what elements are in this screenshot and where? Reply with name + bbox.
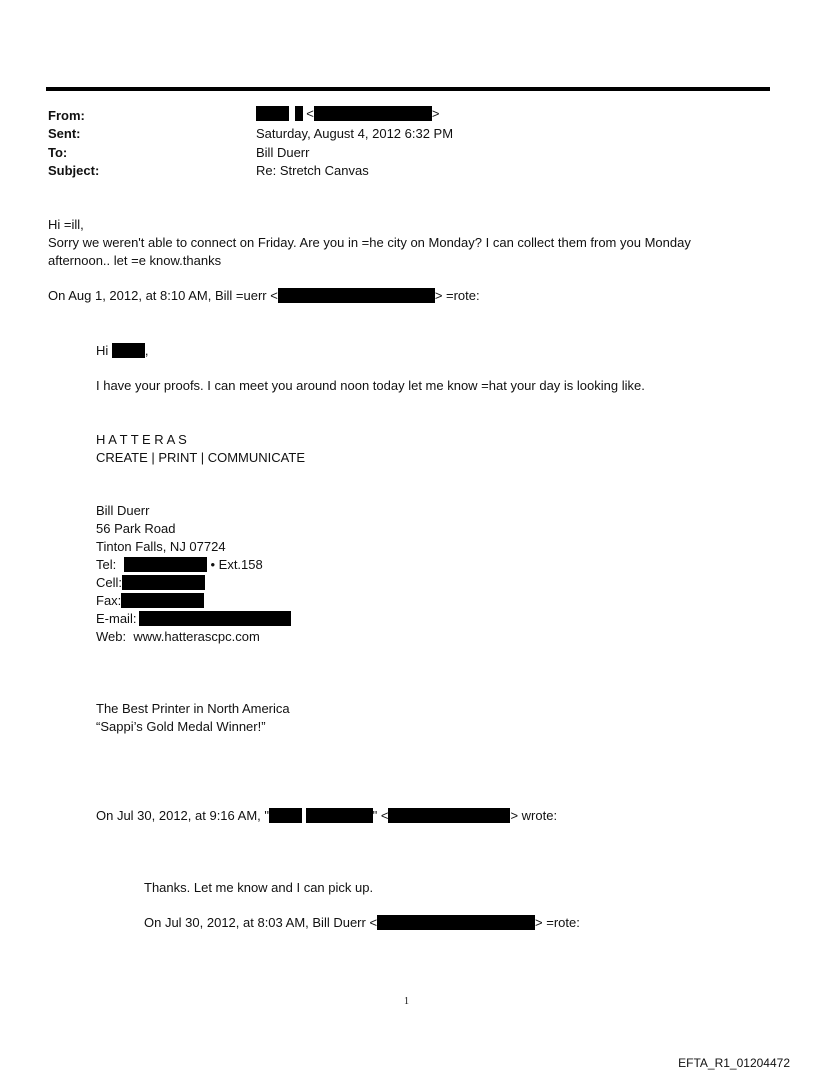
signature-cell <box>96 574 205 592</box>
redaction-block <box>139 611 291 626</box>
quote2-mid: " < <box>372 808 389 823</box>
quote-header-1 <box>48 287 480 305</box>
redaction-block <box>256 106 289 121</box>
signature-street: 56 Park Road <box>96 521 176 536</box>
gold-medal-line: “Sappi’s Gold Medal Winner!” <box>96 719 266 734</box>
fax-label: Fax: <box>96 593 122 608</box>
hi-comma: , <box>144 343 149 358</box>
redaction-block <box>388 808 510 823</box>
from-bracket-open: < <box>306 106 314 121</box>
from-label: From: <box>48 108 85 123</box>
greeting: Hi =ill, <box>48 217 84 232</box>
quote-header-3 <box>144 914 580 932</box>
body-line-2: afternoon.. let =e know.thanks <box>48 253 222 268</box>
brand-tagline: CREATE | PRINT | COMMUNICATE <box>96 450 305 465</box>
redaction-block <box>124 557 207 572</box>
email-label: E-mail: <box>96 611 137 626</box>
quote3-suffix: > =rote: <box>535 915 580 930</box>
signature-email <box>96 610 291 628</box>
sent-label: Sent: <box>48 126 81 141</box>
thanks-line: Thanks. Let me know and I can pick up. <box>144 880 374 895</box>
subject-label: Subject: <box>48 163 100 178</box>
quote2-prefix: On Jul 30, 2012, at 9:16 AM, " <box>96 808 269 823</box>
page-number: 1 <box>404 996 409 1007</box>
from-value <box>256 106 439 121</box>
redaction-block <box>377 915 535 930</box>
signature-tel <box>96 556 263 574</box>
cell-label: Cell: <box>96 575 123 590</box>
proofs-line: I have your proofs. I can meet you around noon today let me know =hat your day is looking like. <box>96 378 645 393</box>
signature-name: Bill Duerr <box>96 503 150 518</box>
tel-ext: • Ext.158 <box>210 557 263 572</box>
web-link[interactable]: www.hatterascpc.com <box>133 629 260 644</box>
redaction-block <box>121 593 204 608</box>
brand-name: H A T T E R A S <box>96 432 187 447</box>
to-value: Bill Duerr <box>256 145 310 160</box>
best-printer-line: The Best Printer in North America <box>96 701 290 716</box>
signature-fax <box>96 592 204 610</box>
sent-value: Saturday, August 4, 2012 6:32 PM <box>256 126 454 141</box>
redaction-block <box>306 808 373 823</box>
redaction-block <box>278 288 435 303</box>
web-label: Web: <box>96 629 127 644</box>
tel-label: Tel: <box>96 557 117 572</box>
redaction-block <box>269 808 302 823</box>
hi-line <box>96 342 149 360</box>
signature-city: Tinton Falls, NJ 07724 <box>96 539 226 554</box>
quote3-prefix: On Jul 30, 2012, at 8:03 AM, Bill Duerr < <box>144 915 378 930</box>
redaction-block <box>112 343 145 358</box>
hi-text: Hi <box>96 343 109 358</box>
signature-web <box>96 628 260 646</box>
quote-header-2 <box>96 807 557 825</box>
redaction-block <box>314 106 432 121</box>
quote1-suffix: > =rote: <box>434 288 480 303</box>
body-line-1: Sorry we weren't able to connect on Friday. Are you in =he city on Monday? I can collect them from you Monday <box>48 235 691 250</box>
quote1-prefix: On Aug 1, 2012, at 8:10 AM, Bill =uerr < <box>48 288 278 303</box>
to-label: To: <box>48 145 68 160</box>
quote2-suffix: > wrote: <box>510 808 558 823</box>
header-rule <box>46 87 770 91</box>
document-id: EFTA_R1_01204472 <box>678 1056 790 1070</box>
from-bracket-close: > <box>431 106 440 121</box>
subject-value: Re: Stretch Canvas <box>256 163 369 178</box>
redaction-block <box>122 575 205 590</box>
redaction-block <box>295 106 303 121</box>
